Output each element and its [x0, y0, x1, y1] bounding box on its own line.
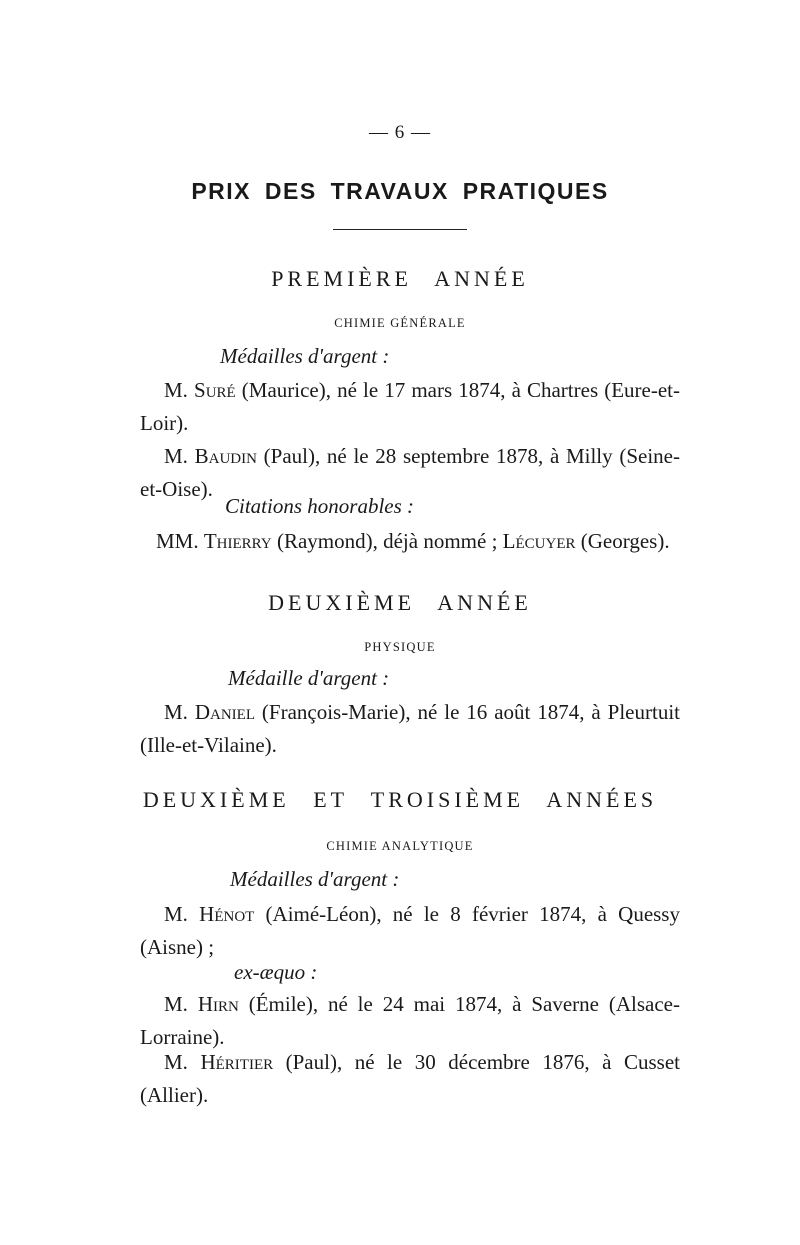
entry-prefix: M. — [164, 992, 198, 1016]
entry-details: (François-Marie), né le 16 août 1874, à Pleurtuit (Ille-et-Vilaine). — [140, 700, 680, 757]
laureate-entry — [140, 1046, 680, 1112]
laureate-entry — [140, 374, 680, 440]
subject-chimie-analytique: CHIMIE ANALYTIQUE — [326, 839, 474, 853]
entry-details-2: (Georges). — [575, 529, 670, 553]
award-label: Médailles d'argent : — [220, 344, 390, 368]
award-label: Citations honorables : — [225, 494, 415, 518]
page-number: — 6 — — [369, 122, 431, 143]
laureate-entry — [140, 988, 680, 1054]
entry-prefix: M. — [164, 444, 195, 468]
entry-prefix: MM. — [156, 529, 204, 553]
entry-details: (Maurice), né le 17 mars 1874, à Chartres (Eure-et-Loir). — [140, 378, 680, 435]
laureate-entry — [140, 696, 680, 762]
entry-surname-2: Lécuyer — [502, 529, 576, 553]
entry-surname: Suré — [194, 378, 236, 402]
entry-surname: Thierry — [203, 529, 272, 553]
page-title: PRIX DES TRAVAUX PRATIQUES — [191, 178, 609, 204]
entry-details: (Émile), né le 24 mai 1874, à Saverne (Alsace-Lorraine). — [140, 992, 680, 1049]
entry-details: (Raymond), déjà nommé ; — [271, 529, 503, 553]
laureate-entry — [140, 898, 680, 964]
laureate-entry — [140, 525, 680, 558]
entry-prefix: M. — [164, 1050, 201, 1074]
entry-details: (Paul), né le 30 décembre 1876, à Cusset (Allier). — [140, 1050, 680, 1107]
entry-surname: Daniel — [194, 700, 255, 724]
award-label: Médailles d'argent : — [230, 867, 400, 891]
award-label-ex-aequo: ex-æquo : — [234, 960, 318, 984]
subject-chimie-generale: CHIMIE GÉNÉRALE — [334, 316, 466, 330]
section-heading-premiere-annee: PREMIÈRE ANNÉE — [271, 266, 529, 291]
section-heading-deuxieme-et-troisieme-annees: DEUXIÈME ET TROISIÈME ANNÉES — [142, 787, 658, 812]
entry-details: (Paul), né le 28 septembre 1878, à Milly (Seine-et-Oise). — [140, 444, 680, 501]
section-heading-deuxieme-annee: DEUXIÈME ANNÉE — [268, 590, 532, 615]
entry-prefix: M. — [164, 902, 200, 926]
entry-prefix: M. — [164, 378, 195, 402]
entry-details: (Aimé-Léon), né le 8 février 1874, à Quessy (Aisne) ; — [140, 902, 680, 959]
entry-surname: Héritier — [200, 1050, 274, 1074]
award-label: Médaille d'argent : — [228, 666, 390, 690]
title-divider — [333, 229, 467, 230]
entry-surname: Hénot — [199, 902, 255, 926]
subject-physique: PHYSIQUE — [364, 640, 436, 654]
entry-surname: Hirn — [197, 992, 239, 1016]
entry-surname: Baudin — [194, 444, 257, 468]
entry-prefix: M. — [164, 700, 195, 724]
